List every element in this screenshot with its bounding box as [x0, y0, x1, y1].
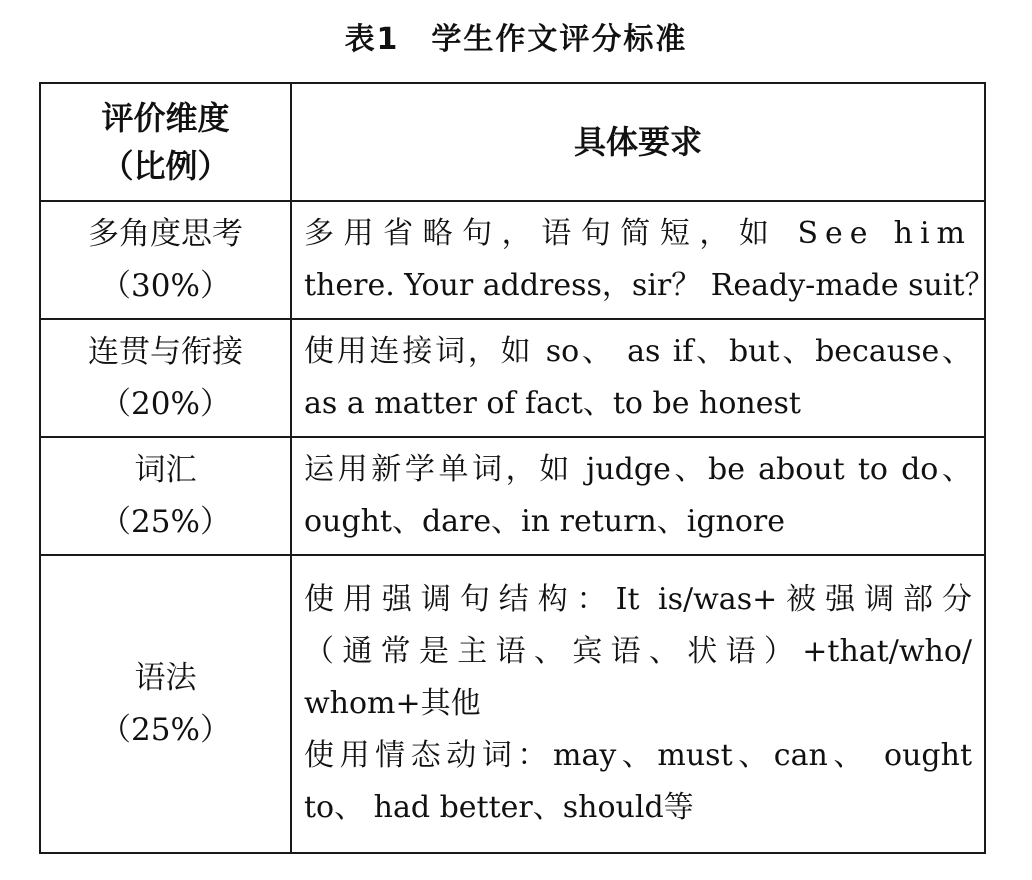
- table-header-row: [40, 83, 985, 201]
- header-weight-label: （比例）: [101, 147, 230, 185]
- table-row: [40, 201, 985, 319]
- header-requirements-label: 具体要求: [573, 123, 702, 161]
- header-dimension-label: 评价维度: [101, 99, 230, 137]
- requirement-line: （通常是主语、宾语、状语）+that/who/: [304, 634, 972, 669]
- dimension-name: 连贯与衔接: [88, 334, 243, 370]
- header-requirements-cell: [291, 83, 985, 201]
- requirement-line: 使用连接词，如 so、 as if、but、because、: [304, 334, 972, 369]
- dimension-weight: （30%）: [100, 268, 231, 304]
- requirement-cell: [291, 201, 995, 319]
- dimension-name: 多角度思考: [88, 216, 243, 252]
- dimension-weight: （25%）: [100, 504, 231, 540]
- dimension-name: 语法: [134, 660, 197, 696]
- table-row: [40, 555, 985, 853]
- requirement-line: to、 had better、should等: [304, 790, 694, 825]
- requirement-line: whom+其他: [304, 686, 481, 721]
- dimension-cell: [40, 555, 291, 853]
- requirement-line: 运用新学单词，如 judge、be about to do、: [304, 452, 972, 487]
- dimension-weight: （25%）: [100, 712, 231, 748]
- requirement-line: 使用强调句结构：It is/was+被强调部分: [304, 582, 972, 617]
- table-row: [40, 319, 985, 437]
- scoring-rubric-table: [39, 82, 995, 854]
- dimension-weight: （20%）: [100, 386, 231, 422]
- dimension-name: 词汇: [134, 452, 197, 488]
- requirement-line: 使用情态动词：may、must、can、 ought: [304, 738, 972, 773]
- dimension-cell: [40, 201, 291, 319]
- requirement-line: ought、dare、in return、ignore: [304, 504, 786, 539]
- table-row: [40, 437, 985, 555]
- requirement-line: 多用省略句，语句简短，如 See him: [304, 216, 972, 251]
- dimension-cell: [40, 437, 291, 555]
- dimension-cell: [40, 319, 291, 437]
- requirement-line: there. Your address，sir？ Ready-made suit？: [304, 268, 995, 303]
- requirement-line: as a matter of fact、to be honest: [304, 386, 801, 421]
- header-dimension-cell: [40, 83, 291, 201]
- requirement-cell: [291, 437, 985, 555]
- requirement-cell: [291, 319, 985, 437]
- requirement-cell: [291, 555, 985, 853]
- table-caption: 表1 学生作文评分标准: [344, 22, 688, 57]
